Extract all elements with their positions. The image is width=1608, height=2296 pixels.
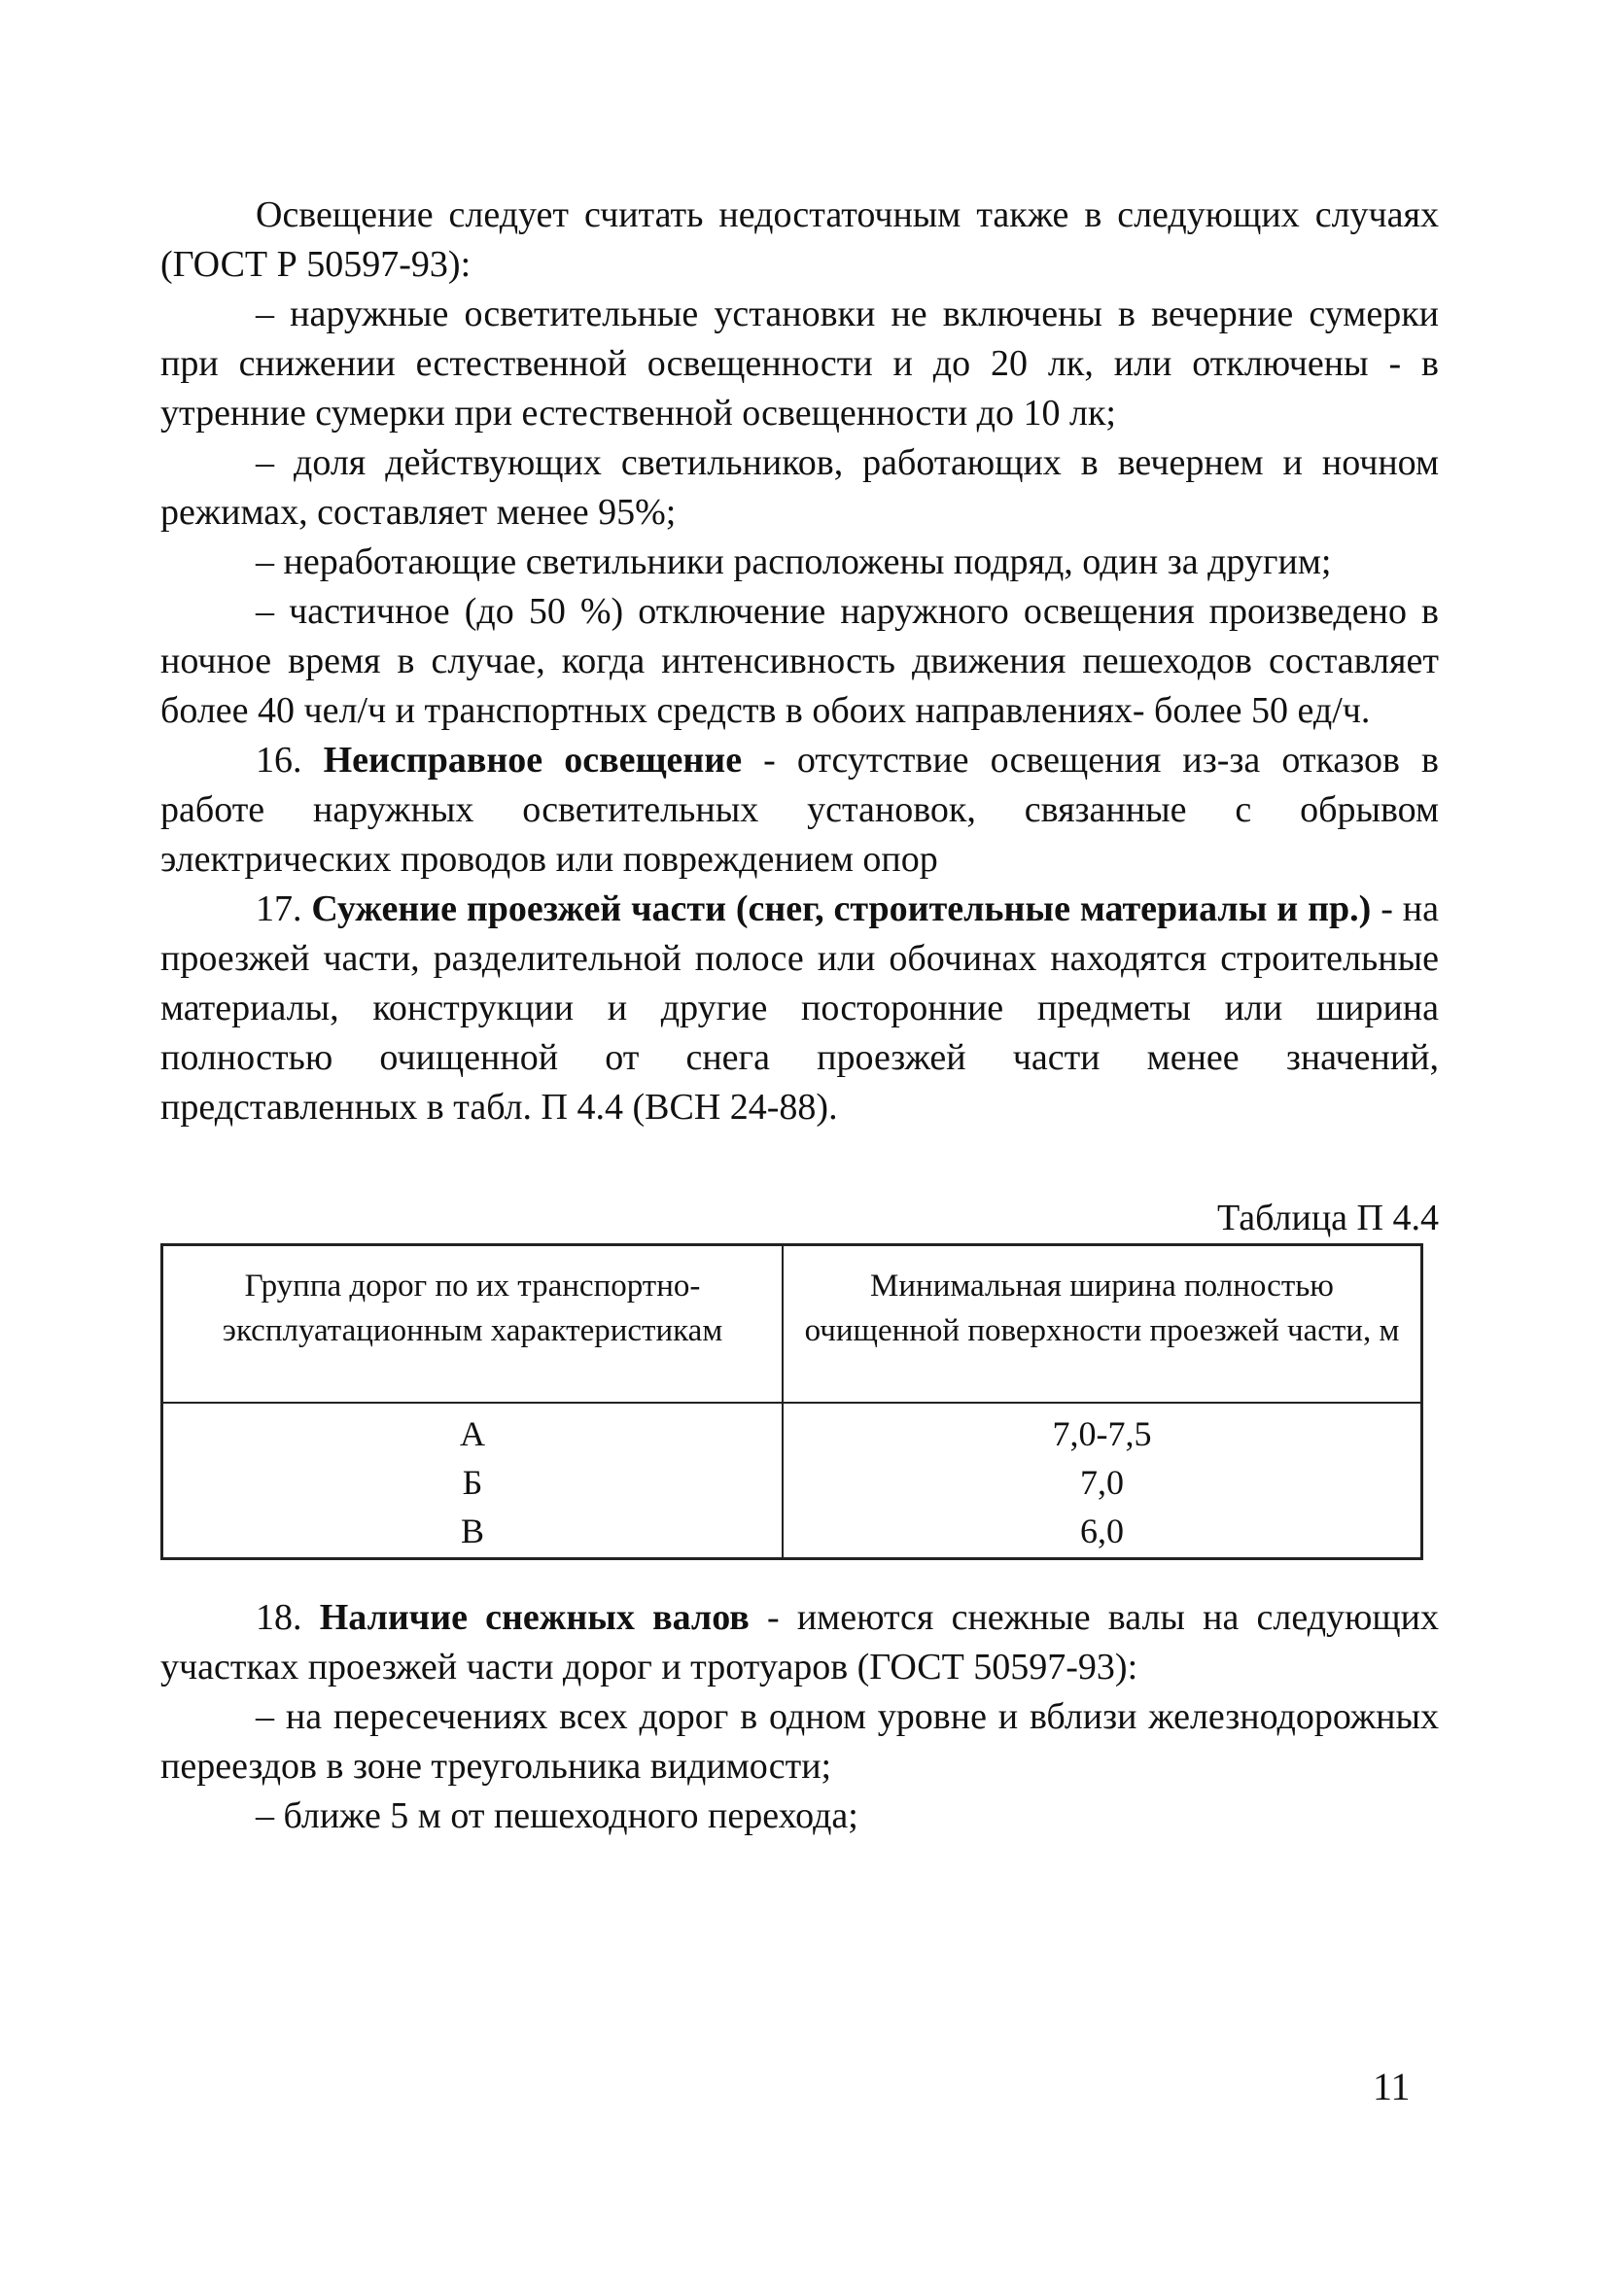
- table-cell: 7,0-7,5: [783, 1403, 1422, 1458]
- table-row: [162, 1403, 1422, 1458]
- table-caption: Таблица П 4.4: [1217, 1198, 1439, 1238]
- table-header-cell: Группа дорог по их транспортно-эксплуатационным характеристикам: [162, 1245, 784, 1404]
- item-term: Неисправное освещение: [323, 740, 743, 781]
- item-number: 18.: [256, 1597, 320, 1638]
- road-width-table: [160, 1243, 1423, 1560]
- item-definition: - на проезжей части, разделительной полосе или обочинах находятся строительные материалы, конструкции и другие посторонние предметы или ширина полностью очищенной от снега проезжей части менее значений, представленных в табл. П 4.4 (ВСН 24-88).: [160, 888, 1440, 1128]
- bullet-item: – наружные осветительные установки не включены в вечерние сумерки при снижении естественной освещенности и до 20 лк, или отключены - в утренние сумерки при естественной освещенности до 10 лк;: [160, 294, 1439, 434]
- item-term: Наличие снежных валов: [319, 1597, 750, 1638]
- item-definition: - имеются снежные валы на следующих участках проезжей части дорог и тротуаров (ГОСТ 50597-93):: [160, 1597, 1440, 1687]
- item-definition: - отсутствие освещения из-за отказов в работе наружных осветительных установок, связанные с обрывом электрических проводов или повреждением опор: [160, 740, 1439, 880]
- numbered-item-17: [160, 885, 1439, 1132]
- table-row: [162, 1458, 1422, 1507]
- bullet-item: – частичное (до 50 %) отключение наружного освещения произведено в ночное время в случае, когда интенсивность движения пешеходов составляет более 40 чел/ч и транспортных средств в обоих направлениях- более 50 ед/ч.: [160, 591, 1439, 731]
- bullet-item: – неработающие светильники расположены подряд, один за другим;: [256, 541, 1332, 582]
- bullet-item: – доля действующих светильников, работающих в вечернем и ночном режимах, составляет менее 95%;: [160, 442, 1439, 533]
- table-cell: В: [162, 1507, 784, 1559]
- bullet-item: – на пересечениях всех дорог в одном уровне и вблизи железнодорожных переездов в зоне треугольника видимости;: [160, 1696, 1439, 1787]
- table-row: [162, 1507, 1422, 1559]
- table-header-row: [162, 1245, 1422, 1404]
- table-cell: А: [162, 1403, 784, 1458]
- table-cell: 6,0: [783, 1507, 1422, 1559]
- table-cell: 7,0: [783, 1458, 1422, 1507]
- table-header-cell: Минимальная ширина полностью очищенной поверхности проезжей части, м: [783, 1245, 1422, 1404]
- paragraph-intro: Освещение следует считать недостаточным также в следующих случаях (ГОСТ Р 50597-93):: [160, 194, 1439, 285]
- item-number: 16.: [256, 740, 324, 781]
- item-number: 17.: [256, 888, 312, 929]
- table-cell: Б: [162, 1458, 784, 1507]
- bullet-item: – ближе 5 м от пешеходного перехода;: [256, 1795, 858, 1836]
- numbered-item-16: [160, 736, 1439, 885]
- page-number: 11: [1373, 2065, 1411, 2108]
- numbered-item-18: [160, 1593, 1439, 1692]
- item-term: Сужение проезжей части (снег, строительные материалы и пр.): [311, 888, 1372, 929]
- body-text: [160, 191, 1439, 1841]
